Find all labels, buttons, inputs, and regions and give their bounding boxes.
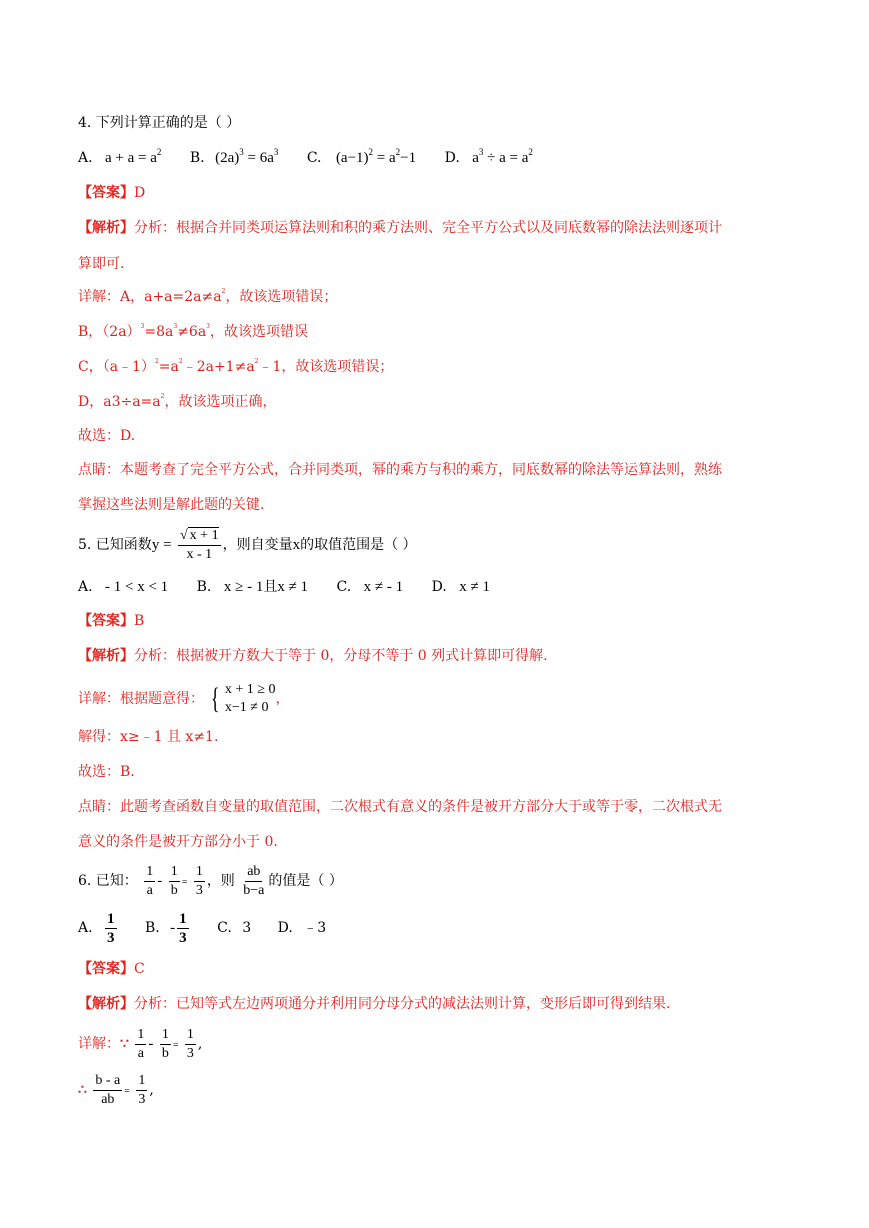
q5-analysis: 【解析】分析：根据被开方数大于等于 0，分母不等于 0 列式计算即可得解. (78, 648, 548, 664)
q5-function-fraction: $\frac{√ x + 1}{x - 1}$ (179, 527, 219, 562)
q6-detail-b: ∴ $\frac{b - a}{ab}$ = $\frac{1}{3}$ , (78, 1072, 154, 1107)
q4-stem: 4. 下列计算正确的是（ ） (78, 115, 241, 131)
q5-solve: 解得：x≥﹣1 且 x≠1. (78, 729, 219, 745)
q4-options (78, 148, 533, 168)
q6-answer: 【答案】C (78, 961, 145, 977)
q4-opt-b-label: B. (189, 150, 205, 166)
q4-detail-b: B，$(2a)^3=8a^3\ne 6a^3$，故该选项错误 (78, 323, 308, 340)
q4-opt-c-label: C. (306, 150, 322, 166)
sqrt-icon: √ (179, 527, 188, 543)
q4-answer: 【答案】D (78, 185, 146, 201)
q5-answer: 【答案】B (78, 613, 145, 629)
q4-opt-d-label: D. (444, 150, 460, 166)
q5-comment-cont: 意义的条件是被开方部分小于 0. (78, 834, 278, 850)
q6-stem: 6. 已知： $\frac{1}{a}$ - $\frac{1}{b}$ = $\frac{1}{3}$ ，则 $\frac{ab}{b-a}$ 的值是（ ） (78, 863, 343, 898)
q4-comment-cont: 掌握这些法则是解此题的关键. (78, 497, 265, 513)
q4-opt-c: $(a-1)^2 = a^2-1$ (335, 147, 417, 166)
therefore-icon: ∴ (78, 1082, 87, 1098)
q4-comment: 点睛：本题考查了完全平方公式，合并同类项，幂的乘方与积的乘方，同底数幂的除法等运算法则，熟练 (78, 462, 722, 478)
q4-opt-a-label: A. (78, 150, 93, 166)
q4-analysis: 【解析】分析：根据合并同类项运算法则和积的乘方法则、完全平方公式以及同底数幂的除法法则逐项计 (78, 220, 722, 236)
q4-choose: 故选：D. (78, 428, 136, 444)
q5-stem: 5. 已知函数y = $\frac{√ x + 1}{x - 1}$ ，则自变量x的取值范围是（ ） (78, 527, 417, 562)
q5-choose: 故选：B. (78, 764, 135, 780)
q4-opt-a: $a + a = a^2$ (105, 147, 162, 166)
q5-options: A. - 1 < x < 1 B. x ≥ - 1且x ≠ 1 C. x ≠ - 1 D. x ≠ 1 (78, 579, 490, 595)
q5-comment: 点睛：此题考查函数自变量的取值范围，二次根式有意义的条件是被开方部分大于或等于零，二次根式无 (78, 799, 722, 815)
q4-opt-b: $(2a)^3 = 6a^3$ (215, 147, 279, 166)
q6-detail-a: 详解：∵ $\frac{1}{a}$ - $\frac{1}{b}$ = $\frac{1}{3}$ , (78, 1026, 203, 1061)
q5-detail: 详解：根据题意得： { x + 1 ≥ 0 x−1 ≠ 0 ， (78, 682, 290, 715)
q4-detail-c: C，$(a﹣1)^2=a^2﹣2a+1\ne a^2﹣1$，故该选项错误； (78, 358, 394, 375)
q6-options: A. $\frac{1}{3}$ B. - $\frac{1}{3}$ C. 3 D. ﹣3 (78, 910, 327, 946)
q4-opt-d: $a^3 \div a = a^2$ (472, 147, 533, 166)
q5-inequality-system: { x + 1 ≥ 0 x−1 ≠ 0 (211, 682, 276, 715)
q4-analysis-cont: 算即可. (78, 256, 125, 272)
because-icon: ∵ (120, 1036, 129, 1052)
q4-detail-d: D，$a3\div a=a^2$，故该选项正确， (78, 393, 277, 410)
q4-detail-a: 详解：A，$a+a=2a\ne a^2$，故该选项错误； (78, 288, 338, 305)
q6-analysis: 【解析】分析：已知等式左边两项通分并利用同分母分式的减法法则计算，变形后即可得到结果. (78, 996, 671, 1012)
